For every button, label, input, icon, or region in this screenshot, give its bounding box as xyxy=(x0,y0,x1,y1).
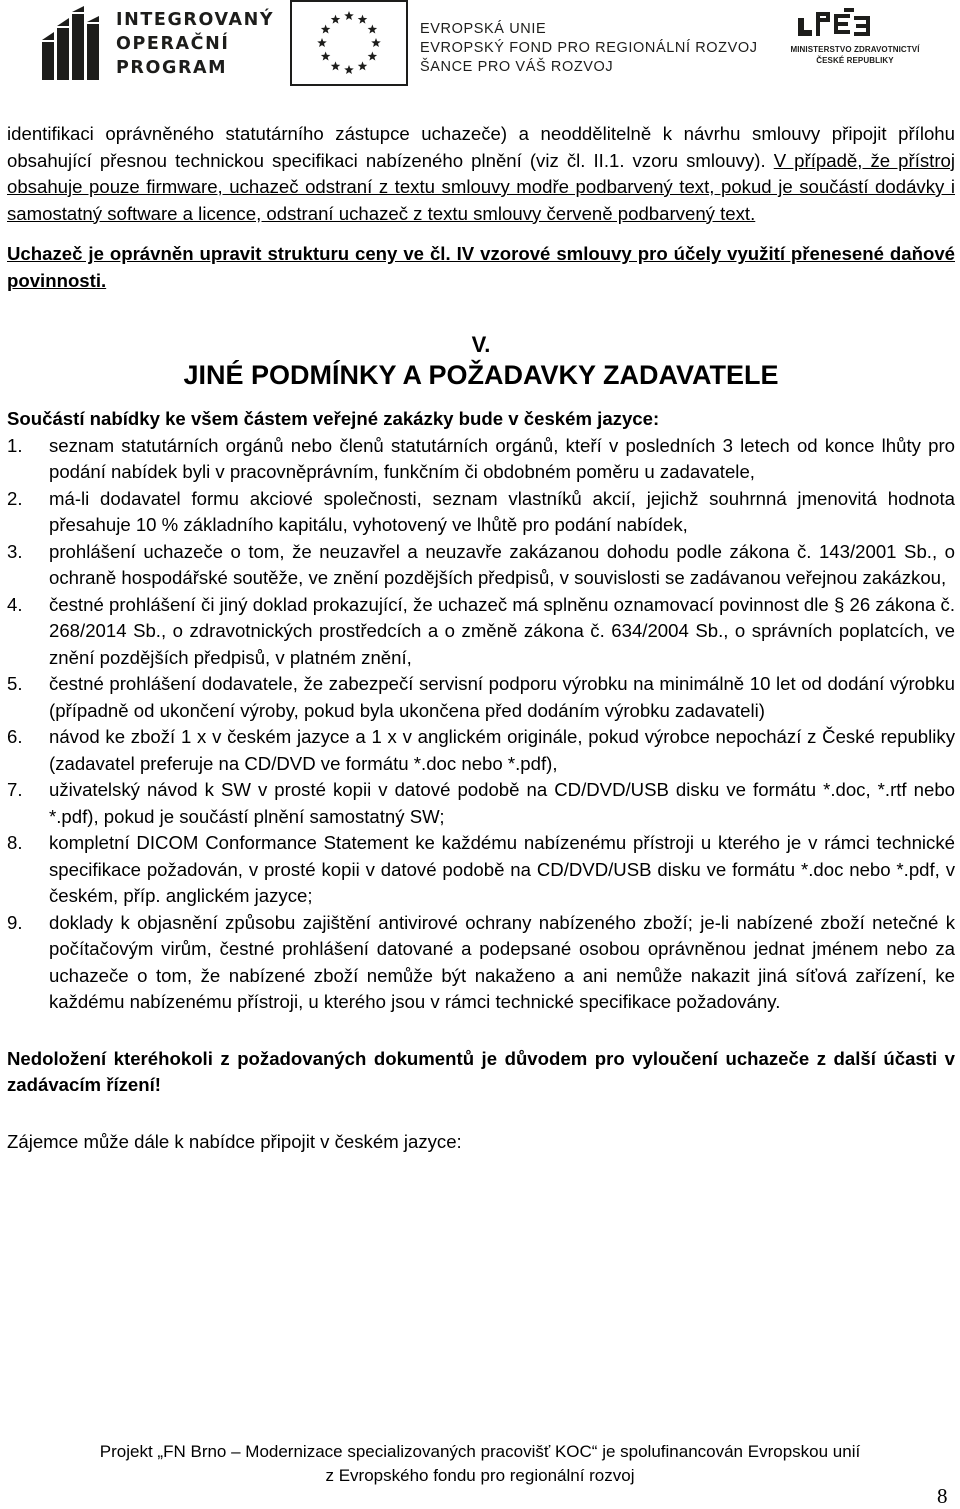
document-body xyxy=(7,121,955,1155)
iop-line-3: PROGRAM xyxy=(116,58,228,78)
iop-line-2: OPERAČNÍ xyxy=(116,34,230,54)
list-item xyxy=(7,910,955,1016)
footer-line-1: Projekt „FN Brno – Modernizace specializovaných pracovišť KOC“ je spolufinancován Evropskou unií xyxy=(99,1442,861,1461)
ministry-caption xyxy=(790,44,920,66)
list-item-text: čestné prohlášení či jiný doklad prokazující, že uchazeč má splněnu oznamovací povinnost dle § 26 zákona č. 268/2014 Sb., o zdravotnických prostředcích a o změně zákona č. 634/2004 Sb., o správních poplatcích, ve znění pozdějších předpisů, v platném znění, xyxy=(49,593,955,668)
intro-underlined-text: V případě, že přístroj obsahuje pouze firmware, uchazeč odstraní z textu smlouvy modře podbarvený text, pokud je součástí dodávky i samostatný software a licence, odstraní uchazeč z textu smlouvy červeně podbarvený text. xyxy=(7,149,956,224)
list-item xyxy=(7,777,955,830)
requirements-list xyxy=(7,433,955,1016)
list-item-number: 3. xyxy=(7,540,23,562)
closing-paragraph: Zájemce může dále k nabídce připojit v českém jazyce: xyxy=(7,1130,462,1152)
iop-wordmark xyxy=(116,8,274,80)
eu-line-3: ŠANCE PRO VÁŠ ROZVOJ xyxy=(420,59,614,75)
list-item xyxy=(7,539,955,592)
list-item-number: 4. xyxy=(7,593,23,615)
eu-text xyxy=(420,20,758,77)
ministry-logo xyxy=(790,8,920,80)
page-number: 8 xyxy=(937,1484,948,1508)
iop-emblem-icon xyxy=(40,4,110,82)
list-item xyxy=(7,671,955,724)
eu-flag-icon xyxy=(290,0,408,86)
price-structure-note: Uchazeč je oprávněn upravit strukturu ceny ve čl. IV vzorové smlouvy pro účely využití přenesené daňové povinnosti. xyxy=(7,243,955,291)
section-title: JINÉ PODMÍNKY A POŽADAVKY ZADAVATELE xyxy=(183,360,779,390)
list-item-number: 5. xyxy=(7,673,23,694)
ministry-line-2: ČESKÉ REPUBLIKY xyxy=(816,56,894,65)
list-item xyxy=(7,433,955,486)
page-footer xyxy=(0,1440,960,1488)
header-logos xyxy=(0,0,960,92)
ministry-emblem-icon xyxy=(790,8,920,42)
list-item-number: 2. xyxy=(7,487,23,509)
ministry-line-1: MINISTERSTVO ZDRAVOTNICTVÍ xyxy=(790,45,920,54)
iop-line-1: INTEGROVANÝ xyxy=(116,10,275,30)
exclusion-warning: Nedoložení kteréhokoli z požadovaných dokumentů je důvodem pro vyloučení uchazeče z další účasti v zadávacím řízení! xyxy=(7,1047,955,1095)
list-item-text: kompletní DICOM Conformance Statement ke každému nabízenému přístroji u kterého je v rámci technické specifikace požadován, v prosté kopii v datové podobě na CD/DVD/USB disku ve formátu *.doc nebo *.pdf, v českém, příp. anglickém jazyce; xyxy=(49,832,955,906)
list-item xyxy=(7,724,955,777)
list-item xyxy=(7,592,955,672)
list-item xyxy=(7,830,955,910)
iop-logo xyxy=(40,4,275,84)
list-item-number: 1. xyxy=(7,434,23,456)
list-item xyxy=(7,486,955,539)
list-item-text: prohlášení uchazeče o tom, že neuzavřel a neuzavře zakázanou dohodu podle zákona č. 143/2001 Sb., o ochraně hospodářské soutěže, ve znění pozdějších předpisů, v souvislosti se zadávanou veřejnou zakázkou, xyxy=(49,540,955,588)
list-item-number: 7. xyxy=(7,779,23,800)
footer-line-2: z Evropského fondu pro regionální rozvoj xyxy=(325,1466,635,1485)
list-item-text: má-li dodavatel formu akciové společnosti, seznam vlastníků akcií, jejichž souhrnná jmenovitá hodnota přesahuje 10 % základního kapitálu, vyhotovený ve lhůtě pro podání nabídek, xyxy=(49,487,955,535)
intro-paragraph xyxy=(7,121,955,227)
section-number: V. xyxy=(471,332,491,357)
list-item-number: 6. xyxy=(7,726,23,747)
list-item-number: 8. xyxy=(7,832,23,853)
list-item-text: uživatelský návod k SW v prosté kopii v datové podobě na CD/DVD/USB disku ve formátu *.doc, *.rtf nebo *.pdf), pokud je součástí plnění samostatný SW; xyxy=(49,779,955,827)
list-item-number: 9. xyxy=(7,911,23,933)
intro-text: identifikaci oprávněného statutárního zástupce uchazeče) a neoddělitelně k návrhu smlouvy připojit přílohu obsahující přesnou technickou specifikaci nabízeného plnění (viz čl. II.1. vzoru smlouvy). xyxy=(7,123,955,171)
section-subheading: Součástí nabídky ke všem částem veřejné zakázky bude v českém jazyce: xyxy=(7,408,660,429)
list-item-text: čestné prohlášení dodavatele, že zabezpečí servisní podporu výrobku na minimálně 10 let od dodání výrobku (případně od ukončení výroby, pokud byla ukončena před dodáním výrobku zadavateli) xyxy=(49,673,955,721)
eu-line-1: EVROPSKÁ UNIE xyxy=(420,21,547,37)
list-item-text: návod ke zboží 1 x v českém jazyce a 1 x v anglickém originále, pokud výrobce nepochází z České republiky (zadavatel preferuje na CD/DVD ve formátu *.doc nebo *.pdf), xyxy=(49,726,955,774)
list-item-text: doklady k objasnění způsobu zajištění antivirové ochrany nabízeného zboží; je-li nabízené zboží netečné k počítačovým virům, čestné prohlášení datované a podepsané osobou oprávněnou jednat jménem nebo za uchazeče o tom, že nabízené zboží nemůže být nakaženo a ani nemůže nakazit jiná síťová zařízení, ke každému nabízenému přístroji, u kterého jsou v rámci technické specifikace požadovány. xyxy=(49,911,955,1012)
eu-line-2: EVROPSKÝ FOND PRO REGIONÁLNÍ ROZVOJ xyxy=(420,40,758,56)
list-item-text: seznam statutárních orgánů nebo členů statutárních orgánů, kteří v posledních 3 letech od konce lhůty pro podání nabídek byli v pracovněprávním, funkčním či obdobném poměru u zadavatele, xyxy=(49,434,955,482)
